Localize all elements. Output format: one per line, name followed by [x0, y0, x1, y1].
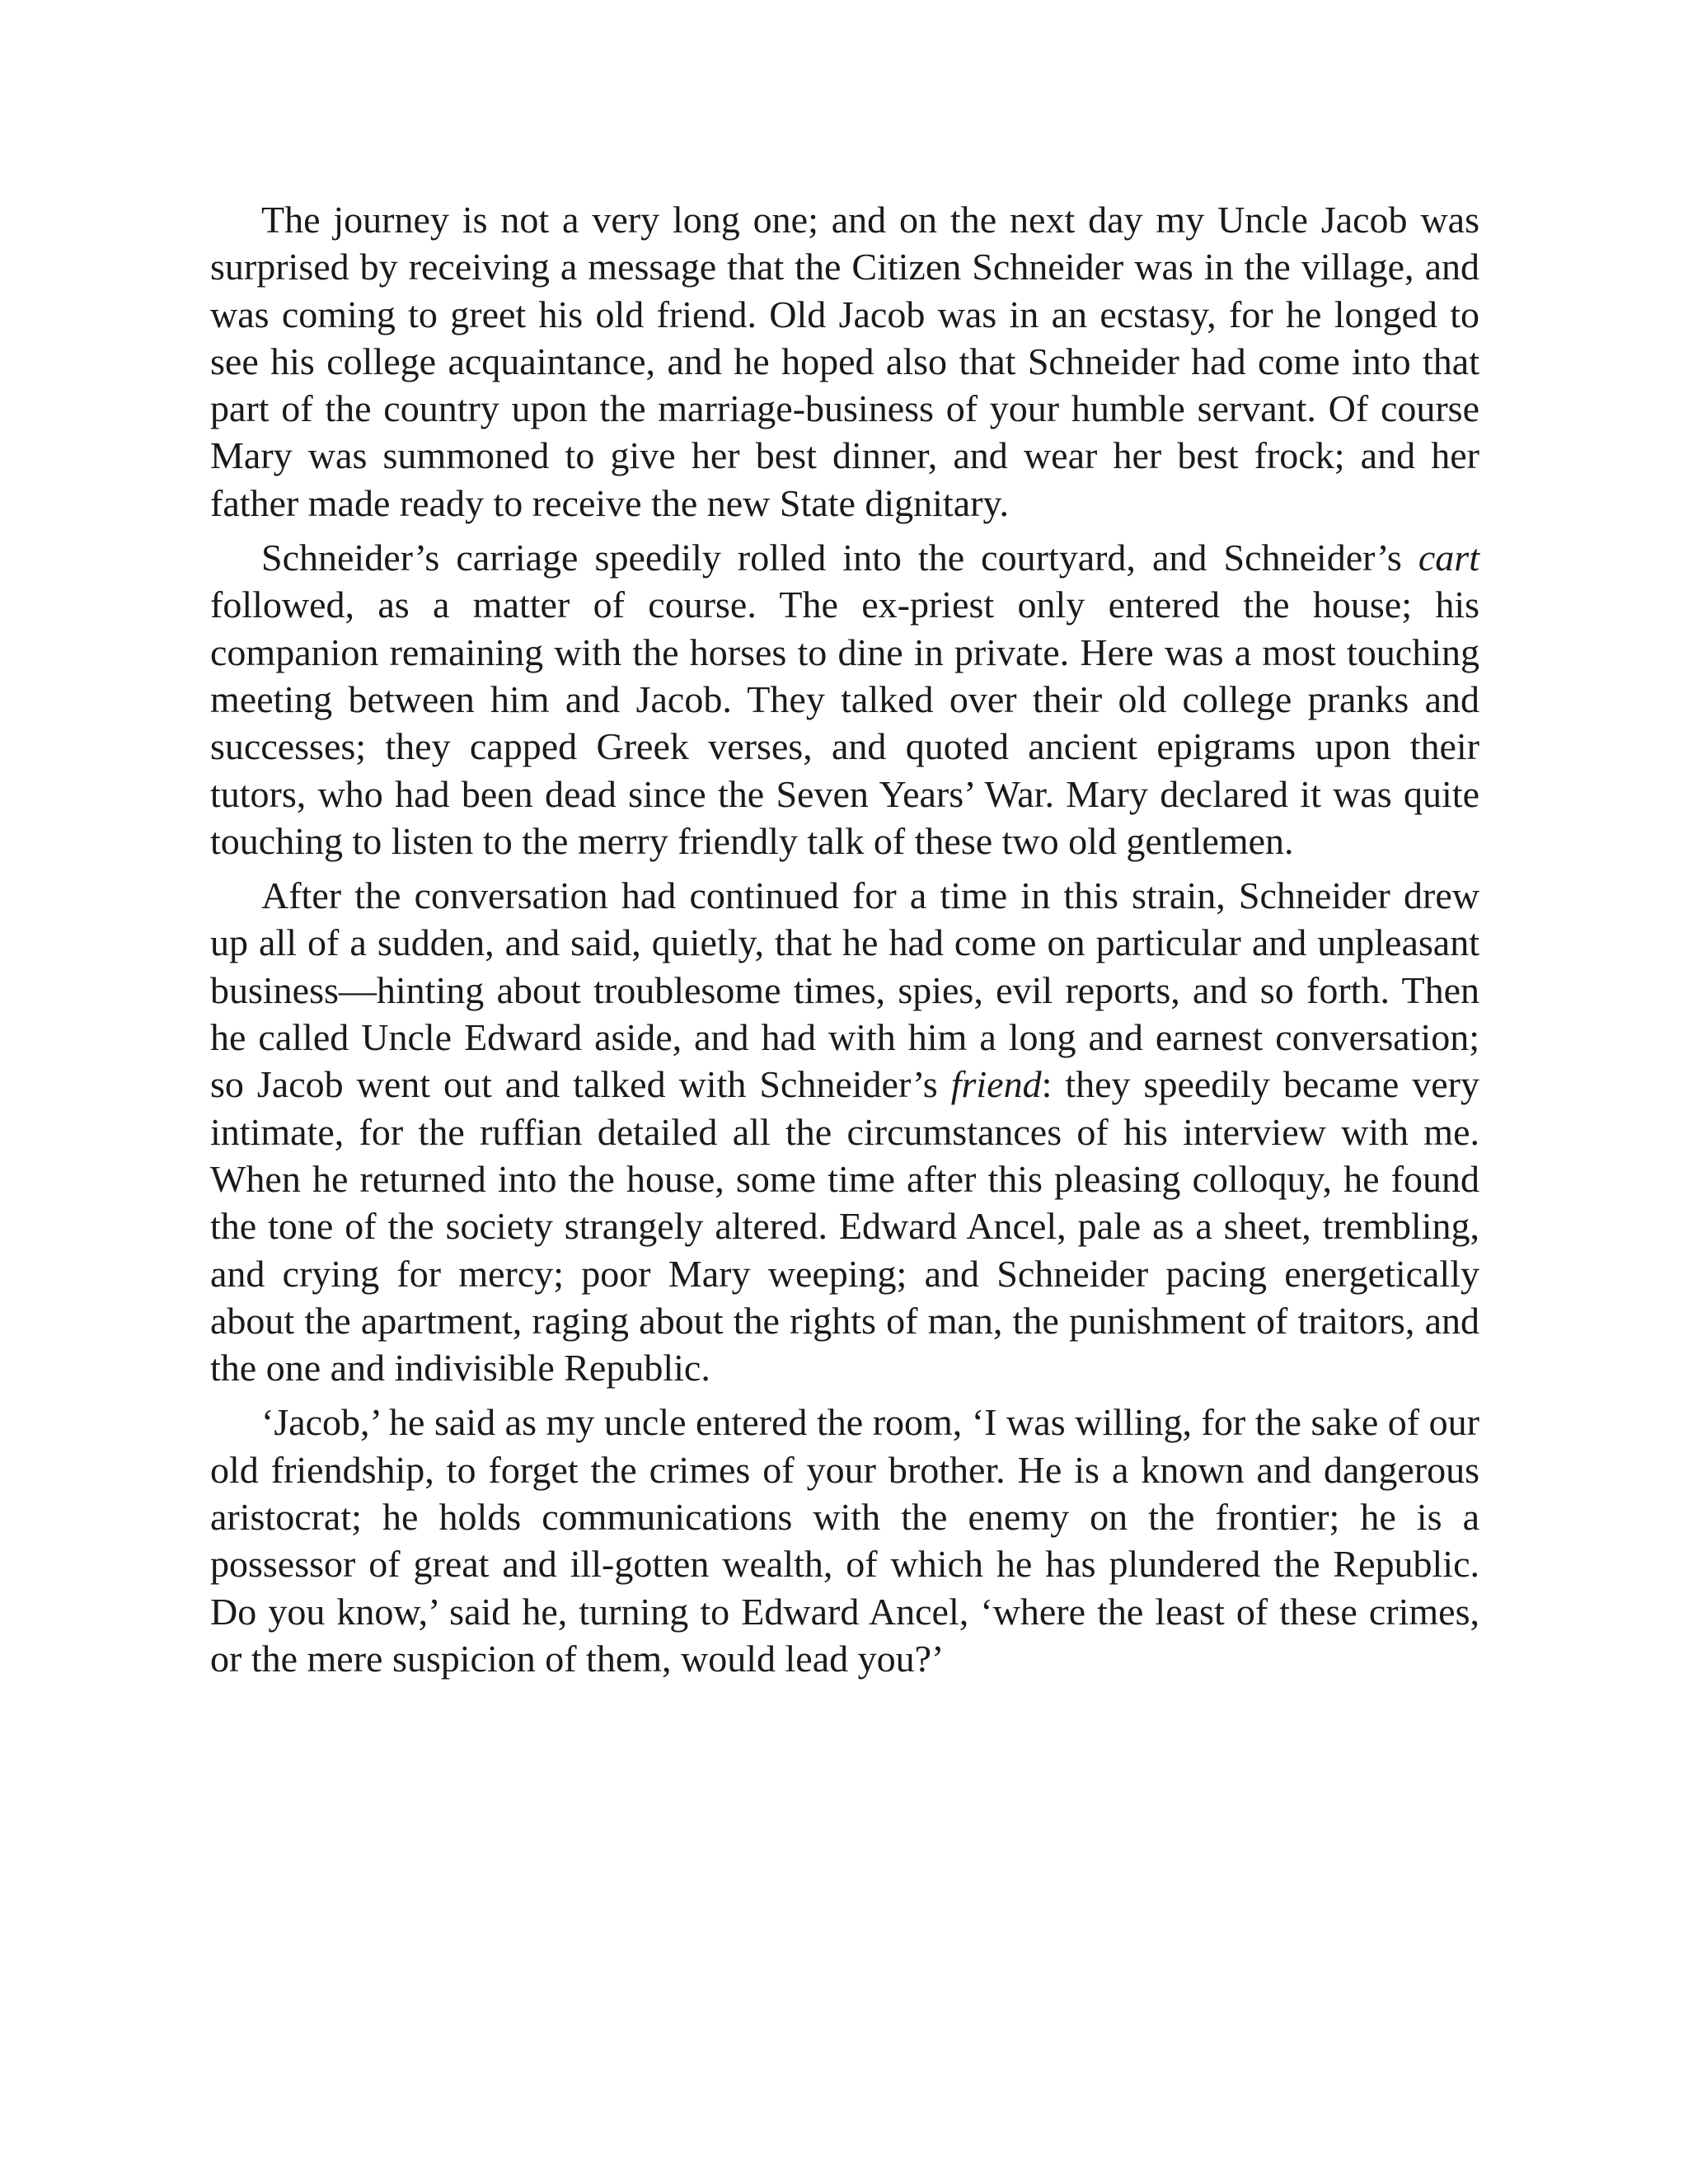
paragraph [210, 534, 1479, 865]
paragraph [210, 1399, 1479, 1682]
text-run: The journey is not a very long one; and on the next day my Uncle Jacob was surprised by receiving a message that the Citizen Schneider was in the village, and was coming to greet his old friend. Old Jacob was in an ecstasy, for he longed to see his college acquaintance, and he hoped also that Schneider had come into that part of the country upon the marriage-business of your humble servant. Of course Mary was summoned to give her best dinner, and wear her best frock; and her father made ready to receive the new State dignitary. [210, 199, 1479, 524]
body-text [210, 196, 1479, 1682]
italic-text-run: friend [950, 1063, 1042, 1106]
text-run: : they speedily became very intimate, for the ruffian detailed all the circumstances of his interview with me. When he returned into the house, some time after this pleasing colloquy, he found the tone of the society strangely altered. Edward Ancel, pale as a sheet, trembling, and crying for mercy; poor Mary weeping; and Schneider pacing energetically about the apartment, raging about the rights of man, the punishment of traitors, and the one and indivisible Republic. [210, 1063, 1479, 1390]
text-run: followed, as a matter of course. The ex-priest only entered the house; his companion remaining with the horses to dine in private. Here was a most touching meeting between him and Jacob. They talked over their old college pranks and successes; they capped Greek verses, and quoted ancient epigrams upon their tutors, who had been dead since the Seven Years’ War. Mary declared it was quite touching to listen to the merry friendly talk of these two old gentlemen. [210, 583, 1479, 862]
paragraph [210, 196, 1479, 527]
paragraph [210, 872, 1479, 1391]
italic-text-run: cart [1418, 537, 1479, 579]
text-run: Schneider’s carriage speedily rolled into the courtyard, and Schneider’s [261, 537, 1418, 579]
text-run: ‘Jacob,’ he said as my uncle entered the room, ‘I was willing, for the sake of our old friendship, to forget the crimes of your brother. He is a known and dangerous aristocrat; he holds communications with the enemy on the frontier; he is a possessor of great and ill-gotten wealth, of which he has plundered the Republic. Do you know,’ said he, turning to Edward Ancel, ‘where the least of these crimes, or the mere suspicion of them, would lead you?’ [210, 1401, 1479, 1680]
text-run: After the conversation had continued for a time in this strain, Schneider drew up all of a sudden, and said, quietly, that he had come on particular and unpleasant business—hinting about troublesome times, spies, evil reports, and so forth. Then he called Uncle Edward aside, and had with him a long and earnest conversation; so Jacob went out and talked with Schneider’s [210, 874, 1479, 1106]
